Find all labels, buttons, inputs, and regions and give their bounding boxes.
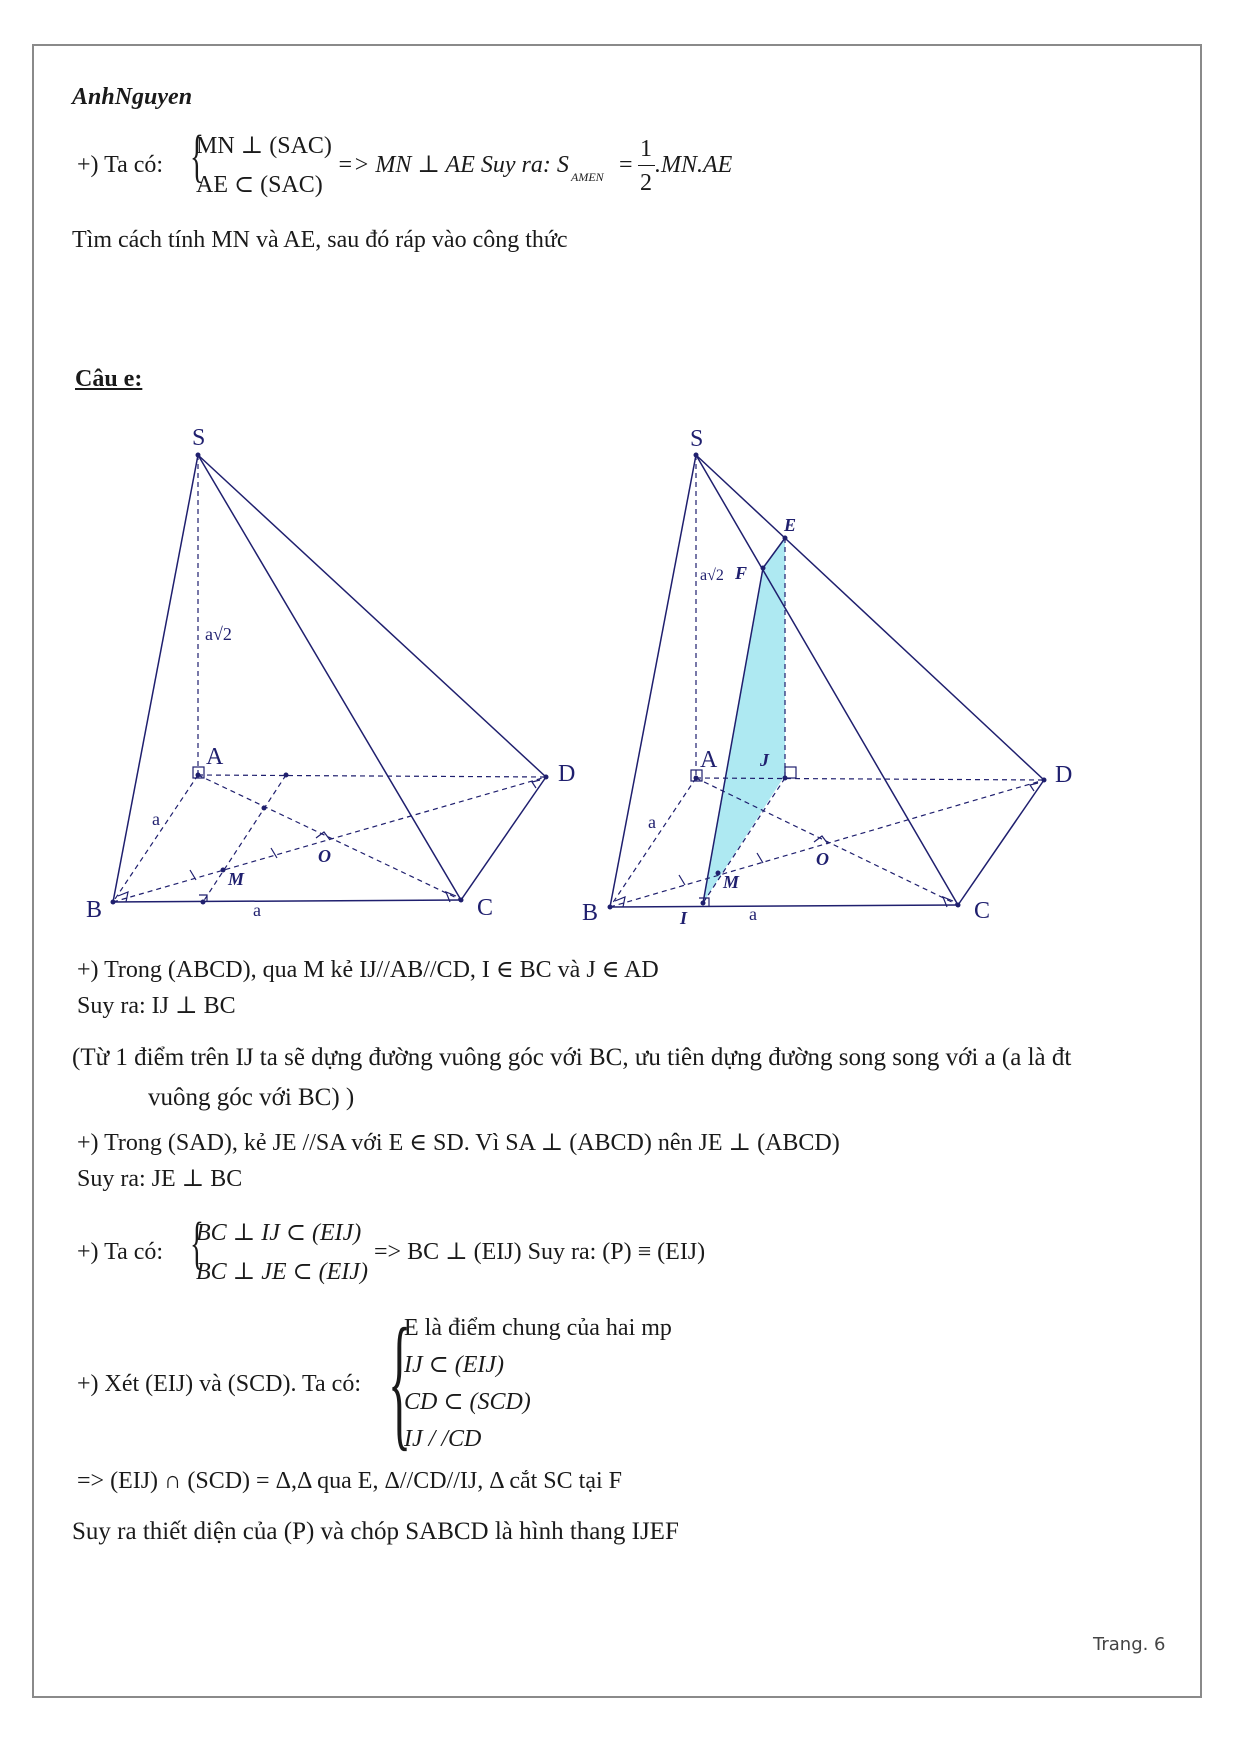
left-brace: {: [189, 1210, 204, 1275]
block1-subscript: AMEN: [571, 170, 604, 184]
label-side-ab-r: a: [648, 812, 656, 832]
label-b-r: B: [582, 900, 599, 926]
section-title: Câu e:: [75, 366, 143, 392]
block1-implies: => MN ⊥ AE Suy ra: S: [337, 152, 569, 178]
label-e: E: [784, 515, 797, 535]
step1-line2: Suy ra: IJ ⊥ BC: [77, 993, 236, 1019]
label-i: I: [680, 908, 688, 928]
label-m-r: M: [723, 872, 740, 892]
tick-2-r: [757, 853, 763, 863]
angle-mark-o-r: [814, 836, 828, 844]
step5: => (EIJ) ∩ (SCD) = Δ,Δ qua E, Δ//CD//IJ, Δ cắt SC tại F: [77, 1468, 622, 1494]
label-s: S: [192, 425, 206, 451]
label-s-r: S: [690, 426, 704, 452]
fraction-numerator: 1: [640, 136, 652, 162]
block1-prefix: +) Ta có:: [77, 152, 164, 178]
label-side-ab: a: [152, 809, 160, 829]
edge-sb-r: [610, 455, 696, 907]
step4-item-2: IJ ⊂ (EIJ): [404, 1352, 505, 1378]
section-ijef: [703, 538, 785, 903]
label-j: J: [760, 750, 769, 770]
step4-prefix: +) Xét (EIJ) và (SCD). Ta có:: [77, 1371, 362, 1397]
angle-mark-b-r: [615, 897, 625, 907]
note-line1: (Từ 1 điểm trên IJ ta sẽ dựng đường vuông góc với BC, ưu tiên dựng đường song song với a (a là đt: [72, 1044, 1072, 1071]
step4-item-1: E là điểm chung của hai mp: [404, 1315, 672, 1341]
page-number: Trang. 6: [1093, 1634, 1166, 1655]
label-m: M: [228, 869, 245, 889]
label-d: D: [558, 761, 576, 787]
label-height-r: a√2: [700, 567, 724, 584]
block1-line2: AE ⊂ (SAC): [196, 172, 323, 198]
step3-prefix: +) Ta có:: [77, 1239, 164, 1265]
label-a: A: [206, 744, 224, 770]
block1-note: Tìm cách tính MN và AE, sau đó ráp vào công thức: [72, 227, 568, 253]
step4-item-4: IJ / /CD: [404, 1426, 482, 1452]
step2-line2: Suy ra: JE ⊥ BC: [77, 1166, 243, 1192]
step3-line2: BC ⊥ JE ⊂ (EIJ): [196, 1259, 368, 1285]
step4-item-3: CD ⊂ (SCD): [404, 1389, 531, 1415]
block1-line1: MN ⊥ (SAC): [196, 133, 332, 159]
label-height: a√2: [205, 624, 232, 644]
label-a-r: A: [700, 747, 718, 773]
step1-line1: +) Trong (ABCD), qua M kẻ IJ//AB//CD, I ∈ BC và J ∈ AD: [77, 957, 659, 983]
label-o-r: O: [816, 849, 829, 869]
note-line2: vuông góc với BC) ): [148, 1084, 355, 1111]
label-f: F: [735, 563, 748, 583]
fraction-denominator: 2: [640, 170, 652, 196]
label-b: B: [86, 897, 103, 923]
conclusion: Suy ra thiết diện của (P) và chóp SABCD là hình thang IJEF: [72, 1518, 679, 1545]
step3-conclusion: => BC ⊥ (EIJ) Suy ra: (P) ≡ (EIJ): [374, 1239, 706, 1265]
step3-line1: BC ⊥ IJ ⊂ (EIJ): [196, 1220, 362, 1246]
tick-1-r: [679, 875, 685, 885]
label-o: O: [318, 846, 331, 866]
label-side-bc: a: [253, 900, 261, 920]
block1-eq: =: [619, 152, 633, 178]
author-name: AnhNguyen: [72, 84, 193, 110]
label-d-r: D: [1055, 762, 1073, 788]
edge-cd-r: [958, 780, 1044, 905]
step2-line1: +) Trong (SAD), kẻ JE //SA với E ∈ SD. Vì SA ⊥ (ABCD) nên JE ⊥ (ABCD): [77, 1130, 840, 1156]
block1-tail: .MN.AE: [655, 152, 733, 178]
label-c-r: C: [974, 898, 991, 924]
label-c: C: [477, 895, 494, 921]
edge-bc-r: [610, 905, 958, 907]
left-brace: {: [189, 123, 204, 188]
label-side-bc-r: a: [749, 904, 757, 924]
left-brace: {: [388, 1298, 412, 1464]
